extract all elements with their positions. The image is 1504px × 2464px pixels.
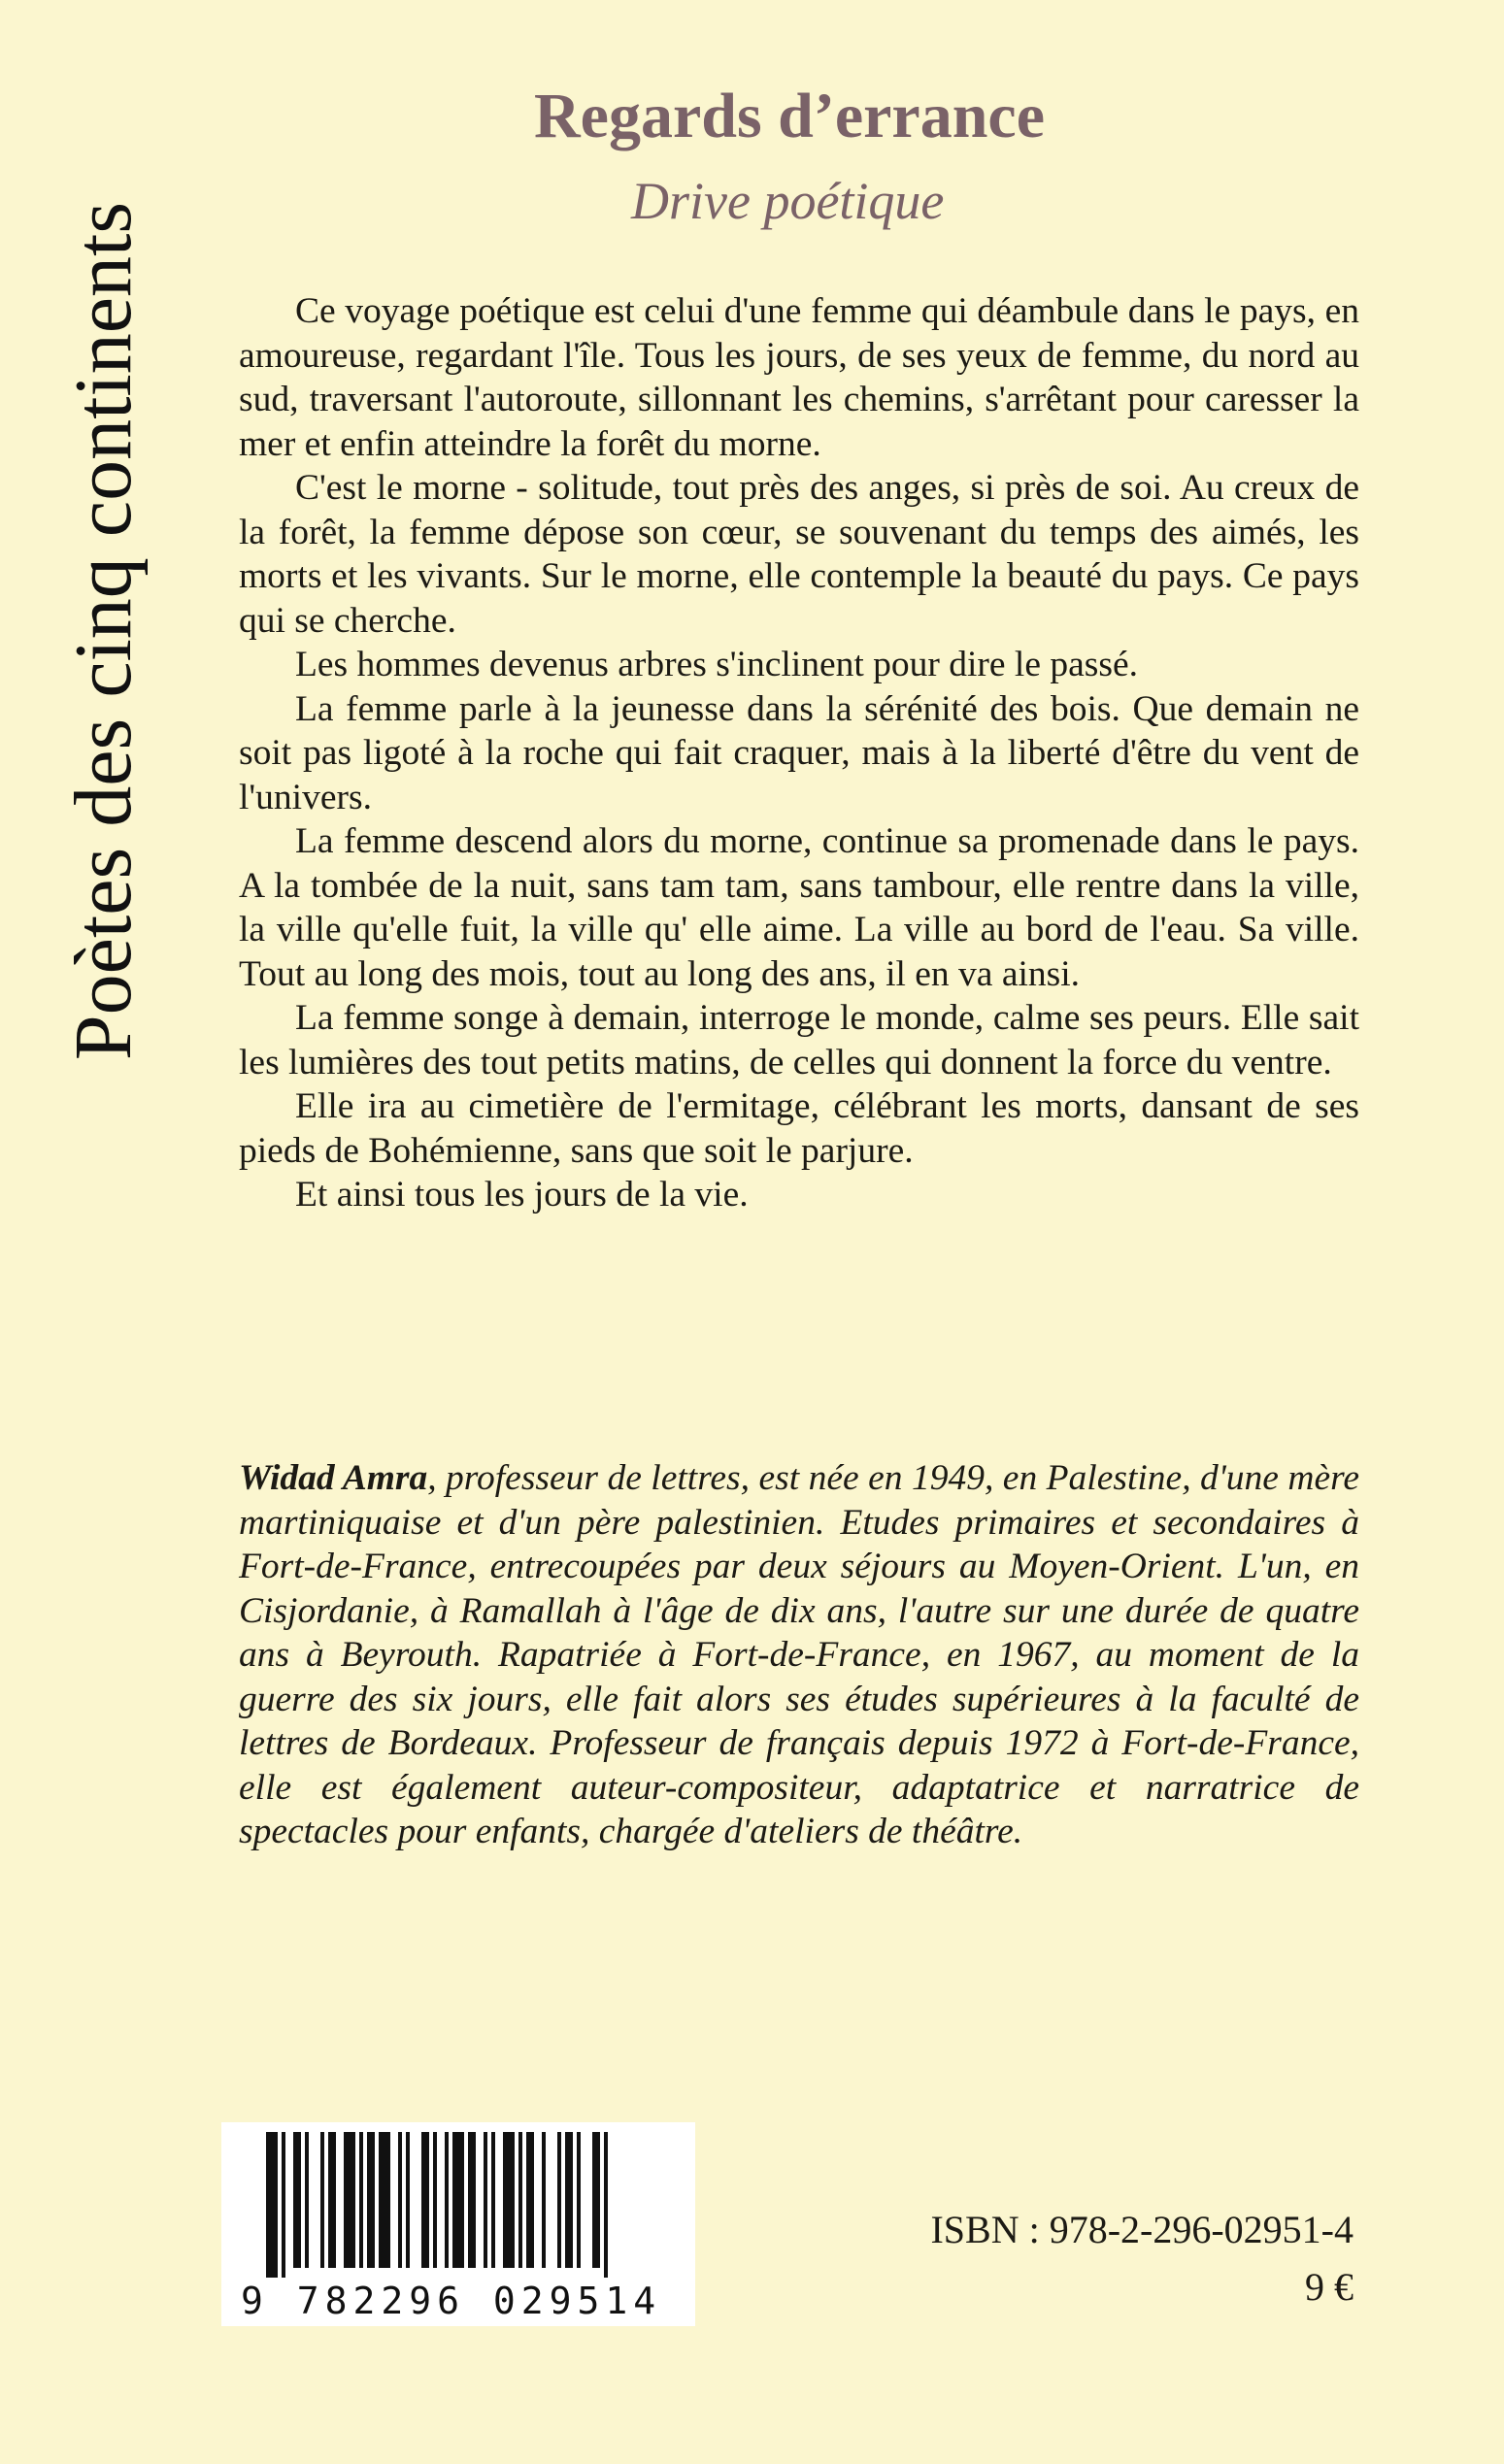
book-title: Regards d’errance — [534, 81, 1046, 151]
blurb-paragraph: La femme parle à la jeunesse dans la sérénité des bois. Que demain ne soit pas ligoté à la roche qui fait craquer, mais à la liberté d'être du vent de l'univers. — [239, 688, 1359, 817]
blurb-paragraph: La femme songe à demain, interroge le monde, calme ses peurs. Elle sait les lumières des tout petits matins, de celles qui donnent la force du ventre. — [239, 998, 1359, 1082]
barcode-bar — [282, 2132, 285, 2278]
isbn: ISBN : 978-2-296-02951-4 — [930, 2208, 1354, 2251]
barcode-bar — [328, 2132, 336, 2268]
barcode-bar — [266, 2132, 278, 2278]
barcode-bar — [484, 2132, 487, 2268]
blurb-paragraph: C'est le morne - solitude, tout près des anges, si près de soi. Au creux de la forêt, la femme dépose son cœur, se souvenant du temps des aimés, les morts et les vivants. Sur le morne, elle contemple la beauté du pays. Ce pays qui se cherche. — [239, 468, 1359, 641]
barcode-bar — [542, 2132, 546, 2268]
barcode-bar — [518, 2132, 522, 2268]
barcode-bar — [577, 2132, 581, 2268]
barcode-bar — [433, 2132, 437, 2268]
price: 9 € — [1305, 2265, 1354, 2309]
barcode — [221, 2122, 695, 2326]
barcode-bar — [526, 2132, 534, 2268]
barcode-bar — [557, 2132, 561, 2268]
barcode-bar — [406, 2132, 410, 2268]
barcode-bar — [491, 2132, 495, 2268]
barcode-bar — [359, 2132, 363, 2268]
barcode-bars — [266, 2132, 678, 2278]
barcode-bar — [452, 2132, 464, 2268]
book-subtitle: Drive poétique — [631, 172, 945, 230]
barcode-bar — [379, 2132, 390, 2268]
barcode-bar — [320, 2132, 324, 2268]
barcode-bar — [293, 2132, 301, 2268]
blurb — [239, 289, 1359, 1217]
barcode-bar — [445, 2132, 449, 2268]
series-title-text: Poètes des cinq continents — [58, 201, 149, 1061]
author-bio — [239, 1456, 1359, 1854]
barcode-bar — [565, 2132, 573, 2268]
blurb-paragraph: La femme descend alors du morne, continue sa promenade dans le pays. A la tombée de la nuit, sans tam tam, sans tambour, elle rentre dans la ville, la ville qu'elle fuit, la ville qu' elle aime. La ville au bord de l'eau. Sa ville. Tout au long des mois, tout au long des ans, il en va ainsi. — [239, 821, 1359, 994]
blurb-paragraph: Elle ira au cimetière de l'ermitage, célébrant les morts, dansant de ses pieds de Bohémienne, sans que soit le parjure. — [239, 1086, 1359, 1171]
barcode-bar — [503, 2132, 515, 2268]
barcode-bar — [305, 2132, 309, 2268]
blurb-paragraph: Ce voyage poétique est celui d'une femme qui déambule dans le pays, en amoureuse, regardant l'île. Tous les jours, de ses yeux de femme, du nord au sud, traversant l'autoroute, sillonnant les chemins, s'arrêtant pour caresser la mer et enfin atteindre la forêt du morne. — [239, 291, 1359, 464]
author-name: Widad Amra — [239, 1458, 428, 1498]
barcode-bar — [468, 2132, 476, 2268]
barcode-digits: 9 782296 029514 — [241, 2280, 662, 2322]
barcode-bar — [398, 2132, 402, 2268]
blurb-paragraph: Et ainsi tous les jours de la vie. — [295, 1175, 749, 1215]
barcode-bar — [367, 2132, 375, 2268]
barcode-bar — [344, 2132, 355, 2268]
barcode-bar — [604, 2132, 608, 2278]
blurb-paragraph: Les hommes devenus arbres s'inclinent pour dire le passé. — [295, 645, 1138, 684]
barcode-bar — [592, 2132, 600, 2268]
author-bio-text: , professeur de lettres, est née en 1949, en Palestine, d'une mère martiniquaise et d'un père palestinien. Etudes primaires et secondaires à Fort-de-France, entrecoupées par deux séjours au Moyen-Orient. L'un, en Cisjordanie, à Ramallah à l'âge de dix ans, l'autre sur une durée de quatre ans à Beyrouth. Rapatriée à Fort-de-France, en 1967, au moment de la guerre des six jours, elle fait alors ses études supérieures à la faculté de lettres de Bordeaux. Professeur de français depuis 1972 à Fort-de-France, elle est également auteur-compositeur, adaptatrice et narratrice de spectacles pour enfants, chargée d'ateliers de théâtre. — [239, 1458, 1359, 1851]
series-title — [50, 175, 157, 1087]
barcode-bar — [421, 2132, 429, 2268]
